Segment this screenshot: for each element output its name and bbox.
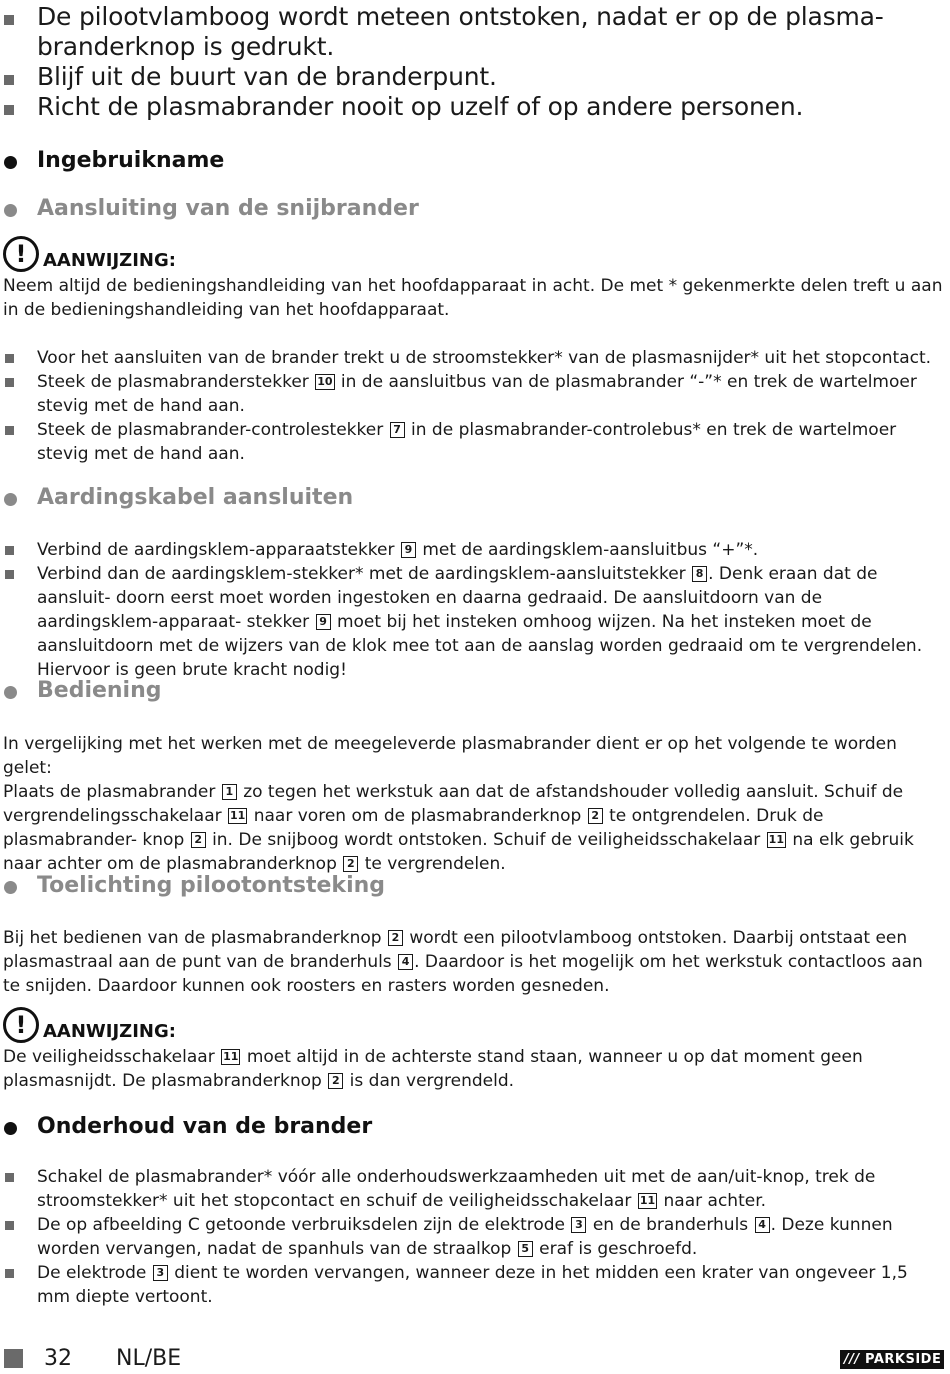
toelichting-text: Bij het bedienen van de plasmabranderknop 2 wordt een pilootvlamboog ontstoken. Daarbij ontstaat een plasmastraal aan de punt van de branderhuls 4 . Daardoor is het mogelijk om het werkstuk contactloos aan te snijden. Daardoor kunnen ook roosters en rasters worden gesneden. — [3, 928, 923, 996]
square-bullet-icon — [4, 75, 14, 85]
square-bullet-icon — [5, 378, 14, 387]
part-reference: 2 — [328, 1073, 343, 1089]
part-reference: 4 — [755, 1217, 770, 1233]
list-item: Steek de plasmabranderstekker 10 in de aansluitbus van de plasmabrander “-”* en trek de wartelmoer stevig met de hand aan. — [0, 370, 945, 418]
list-item: Schakel de plasmabrander* vóór alle onderhoudswerkzaamheden uit met de aan/uit-knop, trek de stroomstekker* uit het stopcontact en schuif de veiligheidsschakelaar 11 naar achter. — [0, 1165, 945, 1213]
part-reference: 2 — [588, 808, 603, 824]
square-bullet-icon — [5, 426, 14, 435]
part-reference: 11 — [223, 1050, 239, 1063]
part-reference: 10 — [317, 375, 333, 388]
list-item: De pilootvlamboog wordt meteen ontstoken, nadat er op de plasma- branderknop is gedrukt. — [0, 2, 945, 62]
language-code: NL/BE — [116, 1346, 182, 1371]
list-item: Verbind dan de aardingsklem-stekker* met de aardingsklem-aansluitstekker 8 . Denk eraan dat de aansluit- doorn eerst moet worden ingestoken en daarna gedraaid. De aansluitdoorn van de aardingsklem-apparaat- stekker 9 moet bij het insteken omhoog wijzen. Na het insteken moet de aansluitdoorn met de wijzers van de klok mee tot aan de aanslag worden gedraaid om te vergrendelen. Hiervoor is geen brute kracht nodig! — [0, 562, 945, 682]
part-reference: 11 — [639, 1194, 656, 1207]
round-bullet-icon — [4, 1122, 17, 1135]
brand-logo — [840, 1350, 944, 1369]
square-bullet-icon — [5, 354, 14, 363]
square-bullet-icon — [5, 570, 14, 579]
part-reference: 5 — [518, 1241, 533, 1257]
note-text: Neem altijd de bedieningshandleiding van het hoofdapparaat in acht. De met * gekenmerkte delen treft u aan in de bedieningshandleiding van het hoofdapparaat. — [3, 276, 943, 320]
footer-square-icon — [4, 1349, 23, 1368]
round-bullet-icon — [4, 686, 17, 699]
aarding-bullet-list — [0, 538, 945, 682]
list-item: Blijf uit de buurt van de branderpunt. — [0, 62, 945, 92]
round-bullet-icon — [4, 156, 17, 169]
part-reference: 11 — [768, 833, 784, 846]
square-bullet-icon — [5, 546, 14, 555]
part-reference: 9 — [401, 542, 416, 558]
page-number: 32 — [44, 1346, 72, 1371]
note-text: De veiligheidsschakelaar 11 moet altijd in de achterste stand staan, wanneer u op dat moment geen plasmasnijdt. De plasmabranderknop 2 is dan vergrendeld. — [3, 1047, 863, 1091]
square-bullet-icon — [5, 1221, 14, 1230]
part-reference: 2 — [343, 856, 358, 872]
aansluiting-bullet-list — [0, 346, 945, 466]
bediening-text: In vergelijking met het werken met de meegeleverde plasmabrander dient er op het volgende te worden gelet: Plaats de plasmabrander 1 zo tegen het werkstuk aan dat de afstandshouder volledig aansluit. Schuif de vergrendelingsschakelaar 11 naar voren om de plasmabranderknop 2 te ontgrendelen. Druk de plasmabrander- knop 2 in. De snijboog wordt ontstoken. Schuif de veiligheidsschakelaar 11 na elk gebruik naar achter om de plasmabranderknop 2 te vergrendelen. — [3, 734, 914, 874]
part-reference: 9 — [316, 614, 331, 630]
part-reference: 1 — [222, 784, 237, 800]
part-reference: 11 — [230, 809, 246, 822]
exclamation-icon: ! — [3, 236, 39, 272]
safety-bullet-list — [0, 2, 945, 122]
round-bullet-icon — [4, 493, 17, 506]
exclamation-icon: ! — [3, 1007, 39, 1043]
list-item: Verbind de aardingsklem-apparaatstekker 9 met de aardingsklem-aansluitbus “+”*. — [0, 538, 945, 562]
logo-slashes: /// — [844, 1352, 860, 1367]
round-bullet-icon — [4, 881, 17, 894]
part-reference: 3 — [571, 1217, 586, 1233]
part-reference: 3 — [153, 1265, 168, 1281]
part-reference: 2 — [388, 930, 403, 946]
part-reference: 4 — [398, 954, 413, 970]
square-bullet-icon — [5, 1173, 14, 1182]
list-item: Richt de plasmabrander nooit op uzelf of op andere personen. — [0, 92, 945, 122]
list-item: De elektrode 3 dient te worden vervangen, wanneer deze in het midden een krater van ongeveer 1,5 mm diepte vertoont. — [0, 1261, 945, 1309]
list-item: Steek de plasmabrander-controlestekker 7 in de plasmabrander-controlebus* en trek de wartelmoer stevig met de hand aan. — [0, 418, 945, 466]
square-bullet-icon — [4, 105, 14, 115]
page-footer — [0, 1345, 950, 1374]
square-bullet-icon — [5, 1269, 14, 1278]
round-bullet-icon — [4, 204, 17, 217]
part-reference: 8 — [692, 566, 707, 582]
manual-page: De pilootvlamboog wordt meteen ontstoken, nadat er op de plasma- branderknop is gedrukt. Blijf uit de buurt van de branderpunt. Richt de plasmabrander nooit op uzelf of op andere personen. Ingebruikname Aansluiting van de snijbrander ! AANWIJZING: Neem altijd de bedieningshandleiding van het hoofdapparaat in acht. De met * gekenmerkte delen treft u aan in de bedieningshandleiding van het hoofdapparaat. Voor het aansluiten van de brander trekt u de stroomstekker* van de plasmasnijder* uit het stopcontact. Steek de plasmabranderstekker 10 in de aansluitbus van de plasmabrander “-”* en trek de wartelmoer stevig met de hand aan. Steek de plasmabrander-controlestekker 7 in de plasmabrander-controlebus* en trek de wartelmoer stevig met de hand aan. Aardingskabel aansluiten Verbind de aardingsklem-apparaatstekker 9 met de aardingsklem-aansluitbus “+”*. Verbind dan de aardingsklem-stekker* met de aardingsklem-aansluitstekker 8 . Denk eraan dat de aansluit- doorn eerst moet worden ingestoken en daarna gedraaid. De aansluitdoorn van de aardingsklem-apparaat- stekker 9 moet bij het insteken omhoog wijzen. Na het insteken moet de aansluitdoorn met de wijzers van de klok mee tot aan de aanslag worden gedraaid om te vergrendelen. Hiervoor is geen brute kracht nodig! Bediening In vergelijking met het werken met de meegeleverde plasmabrander dient er op het volgende te worden gelet: Plaats de plasmabrander 1 zo tegen het werkstuk aan dat de afstandshouder volledig aansluit. Schuif de vergrendelingsschakelaar 11 naar voren om de plasmabranderknop 2 te ontgrendelen. Druk de plasmabrander- knop 2 in. De snijboog wordt ontstoken. Schuif de veiligheidsschakelaar 11 na elk gebruik naar achter om de plasmabranderknop 2 te vergrendelen. Toelichting pilootontsteking Bij het bedienen van de plasmabranderknop 2 wordt een pilootvlamboog ontstoken. Daarbij ontstaat een plasmastraal aan de punt van de branderhuls 4 . Daardoor is het mogelijk om het werkstuk contactloos aan te snijden. Daardoor kunnen ook roosters en rasters worden gesneden. ! AANWIJZING: De veiligheidsschakelaar 11 moet altijd in de achterste stand staan, wanneer u op dat moment geen plasmasnijdt. De plasmabranderknop 2 is dan vergrendeld. Onderhoud van de brander Schakel de plasmabrander* vóór alle onderhoudswerkzaamheden uit met de aan/uit-knop, trek de stroomstekker* uit het stopcontact en schuif de veiligheidsschakelaar 11 naar achter. De op afbeelding C getoonde verbruiksdelen zijn de elektrode 3 en de branderhuls 4 . Deze kunnen worden vervangen, nadat de spanhuls van de straalkop 5 eraf is geschroefd. De elektrode 3 dient te worden vervangen, wanneer deze in het midden een krater van ongeveer 1,5 mm diepte vertoont. 32 NL/BE /// PARKSIDE — [0, 0, 950, 1374]
list-item: De op afbeelding C getoonde verbruiksdelen zijn de elektrode 3 en de branderhuls 4 . Deze kunnen worden vervangen, nadat de spanhuls van de straalkop 5 eraf is geschroefd. — [0, 1213, 945, 1261]
list-item: Voor het aansluiten van de brander trekt u de stroomstekker* van de plasmasnijder* uit het stopcontact. — [0, 346, 945, 370]
onderhoud-bullet-list — [0, 1165, 945, 1309]
note-callout: ! AANWIJZING: — [3, 1007, 303, 1043]
part-reference: 2 — [191, 832, 206, 848]
square-bullet-icon — [4, 15, 14, 25]
part-reference: 7 — [390, 422, 405, 438]
note-callout: ! AANWIJZING: — [3, 236, 303, 272]
logo-text: PARKSIDE — [865, 1352, 942, 1367]
